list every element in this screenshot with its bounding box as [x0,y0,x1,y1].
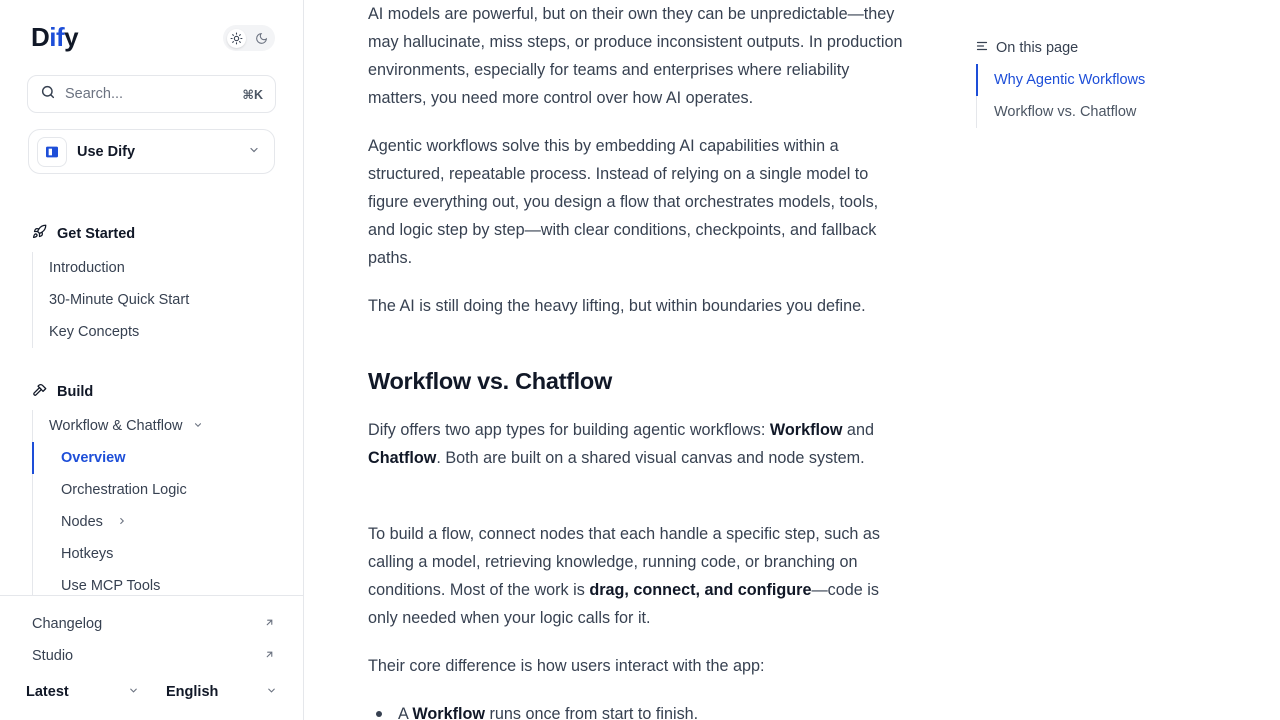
toc-list [976,64,1236,128]
sidebar [0,0,304,720]
sidebar-item-nodes[interactable] [61,514,127,530]
paragraph: Their core difference is how users interact with the app: [368,657,765,675]
sidebar-item-overview[interactable]: Overview [61,450,126,466]
sidebar-item-hotkeys[interactable]: Hotkeys [61,546,114,562]
nav-item-label: Nodes [61,514,103,530]
sun-icon[interactable] [227,29,246,48]
nav-rail [32,252,33,348]
list-item: A Workflow runs once from start to finish. [376,704,698,720]
toc-active-indicator [976,64,978,96]
nav-group-build[interactable] [32,382,93,401]
search-placeholder: Search... [65,86,124,102]
studio-link[interactable] [32,648,275,664]
nav-group-title: Get Started [57,225,136,242]
nav-group-title: Build [57,383,94,400]
toc-header [976,40,1236,56]
link-label: Changelog [32,616,103,632]
product-label: Use Dify [77,143,136,160]
sidebar-section-workflow-chatflow[interactable] [49,418,203,434]
chevron-down-icon [193,418,203,434]
bullet-dot [376,711,382,717]
chevron-right-icon [117,514,127,530]
paragraph: AI models are powerful, but on their own they can be unpredictable—they may hallucinate, miss steps, or produce inconsistent outputs. In production environments, especially for teams and enterprises where reliability matters, you need more control over how AI operates. [368,5,903,107]
moon-icon[interactable] [252,29,271,48]
search-shortcut: ⌘K [242,87,263,102]
rocket-icon [32,224,47,243]
hammer-icon [32,382,47,401]
list-icon [976,40,988,56]
search-input[interactable] [27,75,276,113]
chevron-down-icon [128,684,139,700]
book-icon [37,137,67,167]
section-label: Workflow & Chatflow [49,418,183,434]
sidebar-item-introduction[interactable]: Introduction [49,260,125,276]
external-link-icon [264,616,275,632]
paragraph: The AI is still doing the heavy lifting, but within boundaries you define. [368,297,866,315]
paragraph: Agentic workflows solve this by embedding AI capabilities within a structured, repeatable process. Instead of relying on a single model to figure everything out, you design a flow that orchestrates models, tools, and logic step by step—with clear conditions, checkpoints, and fallback paths. [368,137,879,267]
language-select[interactable] [166,684,277,700]
changelog-link[interactable] [32,616,275,632]
section-heading: Workflow vs. Chatflow [368,368,612,394]
toc-item-workflow-vs-chatflow[interactable]: Workflow vs. Chatflow [994,104,1137,120]
dify-logo[interactable]: Dify [31,22,79,52]
sidebar-item-quick-start[interactable]: 30-Minute Quick Start [49,292,190,308]
paragraph: To build a flow, connect nodes that each handle a specific step, such as calling a model, retrieving knowledge, running code, or branching on conditions. Most of the work is drag, connect, and configure—code is only needed when your logic calls for it. [368,525,881,627]
nav-group-get-started[interactable] [32,224,135,243]
theme-toggle[interactable] [223,25,275,51]
sidebar-item-orchestration-logic[interactable]: Orchestration Logic [61,482,187,498]
paragraph: Dify offers two app types for building agentic workflows: Workflow and Chatflow. Both are built on a shared visual canvas and node system. [368,421,874,467]
sidebar-item-use-mcp-tools[interactable]: Use MCP Tools [61,578,161,594]
nav-rail [32,410,33,595]
toc-title: On this page [996,40,1079,56]
search-icon [40,84,56,105]
product-selector[interactable] [28,129,275,174]
external-link-icon [264,648,275,664]
version-label: Latest [26,684,69,700]
sidebar-item-key-concepts[interactable]: Key Concepts [49,324,140,340]
chevron-down-icon [266,684,277,700]
table-of-contents [976,40,1236,120]
sidebar-nav[interactable] [0,200,303,595]
language-label: English [166,684,219,700]
version-select[interactable] [26,684,139,700]
link-label: Studio [32,648,74,664]
chevron-down-icon [248,143,260,161]
sidebar-footer [0,595,303,720]
active-indicator [32,442,34,474]
toc-item-why-agentic-workflows[interactable]: Why Agentic Workflows [994,72,1146,88]
